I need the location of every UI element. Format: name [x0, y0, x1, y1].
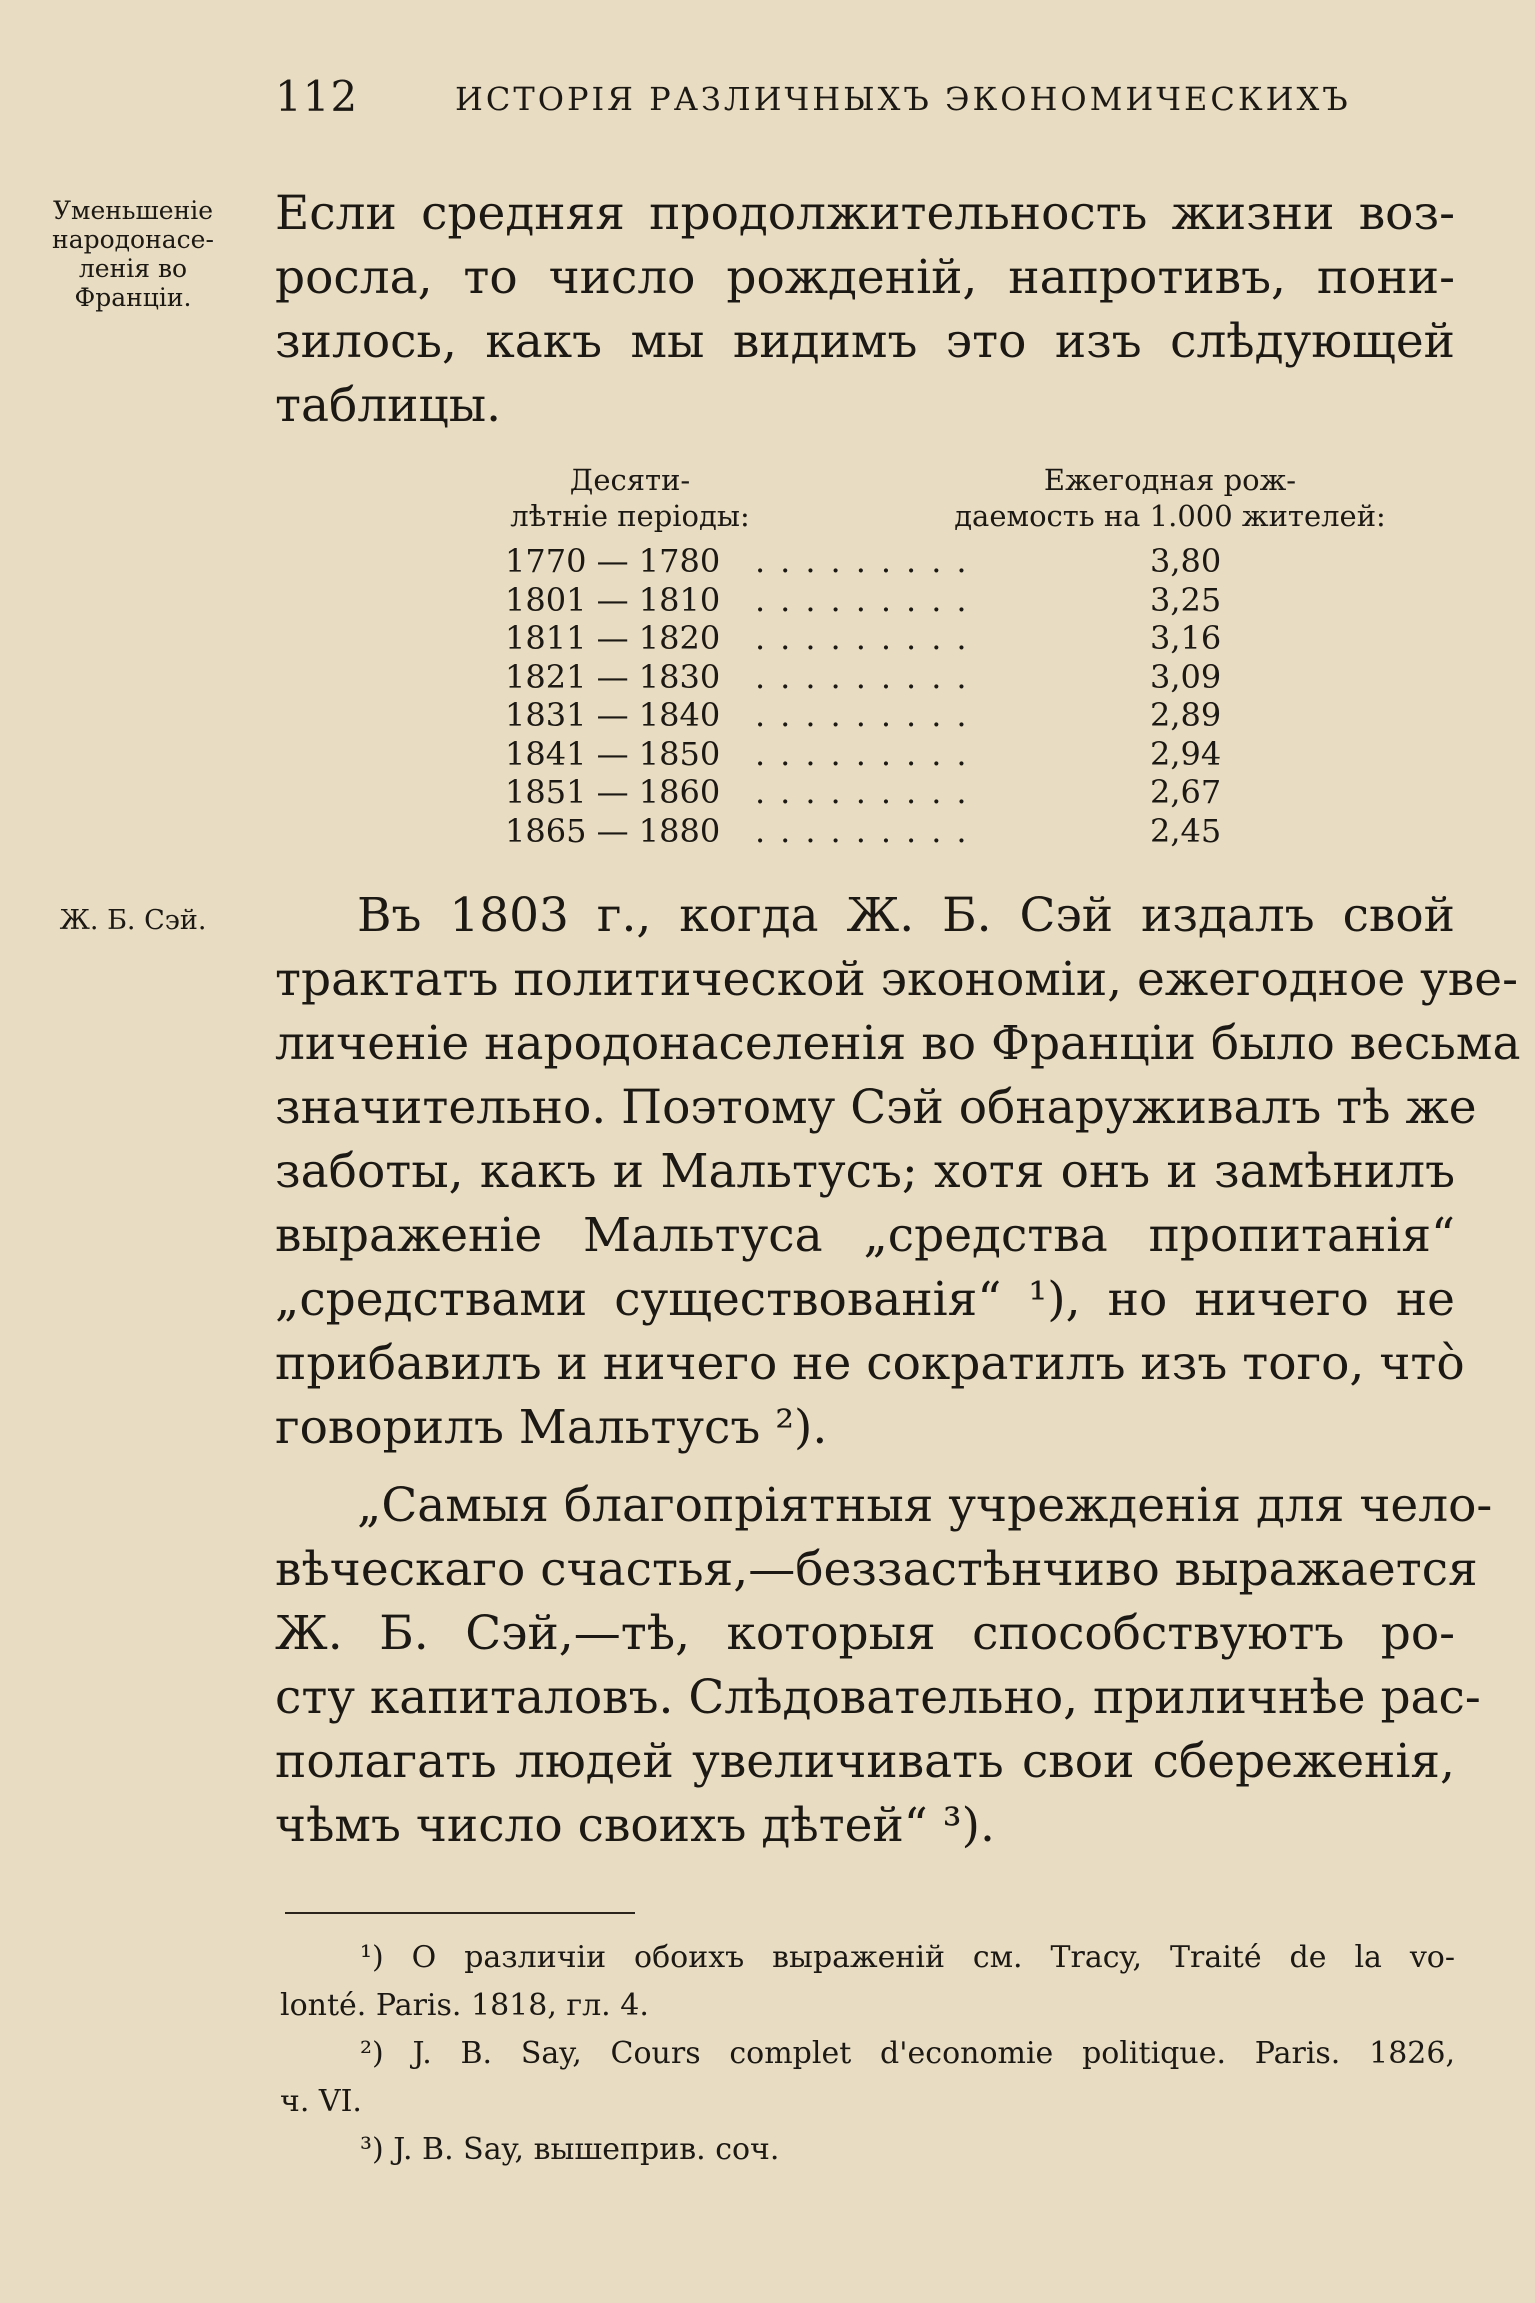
- text-line: выраженіе Мальтуса „средства пропитанія“: [275, 1208, 1455, 1263]
- rate-cell: 2,45: [1150, 811, 1222, 850]
- paragraph-quote: [275, 1474, 1493, 1858]
- text-line: говорилъ Мальтусъ ²).: [275, 1400, 828, 1455]
- period-cell: 1801 — 1810: [505, 580, 721, 619]
- paragraph-say: [275, 884, 1521, 1460]
- margin-note-population-decrease: [18, 196, 248, 312]
- text-line: прибавилъ и ничего не сократилъ изъ того, что̀: [275, 1336, 1465, 1391]
- text-line: полагать людей увеличивать свои сбереженія,: [275, 1734, 1455, 1789]
- period-cell: 1811 — 1820: [505, 619, 721, 657]
- footnote-line: ¹) О различіи обоихъ выраженій см. Tracy, Traité de la vo-: [360, 1940, 1455, 1975]
- rate-cell: 2,67: [1150, 773, 1222, 811]
- table-row: [505, 696, 1225, 735]
- footnote-line: ч. VI.: [280, 2084, 362, 2119]
- period-cell: 1841 — 1850: [505, 734, 721, 773]
- leader-dots: .........: [755, 773, 982, 811]
- footnote-1: [280, 1934, 1455, 2030]
- margin-note-line: Ж. Б. Сэй.: [59, 905, 207, 936]
- leader-dots: .........: [755, 657, 982, 696]
- table-header-birthrate: [920, 462, 1420, 534]
- footnote-rule: [285, 1912, 635, 1914]
- text-line: трактатъ политической экономіи, ежегодное уве-: [275, 952, 1518, 1007]
- footnote-line: ²) J. B. Say, Cours complet d'economie politique. Paris. 1826,: [360, 2036, 1455, 2071]
- table-row: [505, 812, 1225, 851]
- leader-dots: .........: [755, 580, 982, 619]
- text-line: вѣческаго счастья,—беззастѣнчиво выражается: [275, 1542, 1478, 1597]
- table-header-line: даемость на 1.000 жителей:: [954, 499, 1386, 533]
- margin-note-line: Франціи.: [74, 283, 192, 312]
- period-cell: 1831 — 1840: [505, 696, 721, 734]
- table-row: [505, 735, 1225, 774]
- margin-note-line: Уменьшеніе: [52, 196, 214, 225]
- running-head: ИСТОРІЯ РАЗЛИЧНЫХЪ ЭКОНОМИЧЕСКИХЪ: [455, 80, 1351, 118]
- page-number: 112: [275, 72, 359, 121]
- text-line: „средствами существованія“ ¹), но ничего не: [275, 1272, 1455, 1327]
- margin-note-line: народонасе-: [52, 225, 214, 254]
- text-line: сту капиталовъ. Слѣдовательно, приличнѣе рас-: [275, 1670, 1481, 1725]
- period-cell: 1821 — 1830: [505, 657, 721, 696]
- footnote-3: [290, 2126, 1455, 2174]
- rate-cell: 3,16: [1150, 619, 1222, 657]
- text-line: росла, то число рожденій, напротивъ, пони-: [275, 250, 1455, 305]
- rate-cell: 3,25: [1150, 580, 1222, 619]
- period-cell: 1851 — 1860: [505, 773, 721, 811]
- text-line: зилось, какъ мы видимъ это изъ слѣдующей: [275, 314, 1455, 369]
- footnote-2: [280, 2030, 1455, 2126]
- margin-note-say: [18, 906, 248, 935]
- paragraph-intro: [275, 182, 1455, 438]
- leader-dots: .........: [755, 811, 982, 850]
- table-header-periods: [460, 462, 800, 534]
- rate-cell: 2,89: [1150, 696, 1222, 734]
- birthrate-table: [505, 542, 1225, 850]
- leader-dots: .........: [755, 734, 982, 773]
- text-line: чѣмъ число своихъ дѣтей“ ³).: [275, 1798, 995, 1853]
- period-cell: 1865 — 1880: [505, 811, 721, 850]
- margin-note-line: ленія во: [78, 254, 188, 283]
- text-line: Въ 1803 г., когда Ж. Б. Сэй издалъ свой: [357, 888, 1455, 943]
- footnote-line: lonté. Paris. 1818, гл. 4.: [280, 1988, 649, 2023]
- text-line: Если средняя продолжительность жизни воз-: [275, 186, 1455, 241]
- table-row: [505, 542, 1225, 581]
- text-line: заботы, какъ и Мальтусъ; хотя онъ и замѣнилъ: [275, 1144, 1455, 1199]
- text-line: Ж. Б. Сэй,—тѣ, которыя способствуютъ ро-: [275, 1606, 1455, 1661]
- period-cell: 1770 — 1780: [505, 542, 721, 580]
- text-line: личеніе народонаселенія во Франціи было весьма: [275, 1016, 1521, 1071]
- table-row: [505, 773, 1225, 812]
- table-header-line: Десяти-: [569, 463, 691, 497]
- leader-dots: .........: [755, 696, 982, 734]
- text-line: „Самыя благопріятныя учрежденія для чело-: [357, 1478, 1493, 1533]
- table-header-line: Ежегодная рож-: [1043, 463, 1297, 497]
- text-line: значительно. Поэтому Сэй обнаруживалъ тѣ же: [275, 1080, 1477, 1135]
- table-row: [505, 581, 1225, 620]
- rate-cell: 2,94: [1150, 734, 1222, 773]
- table-row: [505, 619, 1225, 658]
- rate-cell: 3,09: [1150, 657, 1222, 696]
- leader-dots: .........: [755, 542, 982, 580]
- table-header-line: лѣтніе періоды:: [510, 499, 750, 533]
- rate-cell: 3,80: [1150, 542, 1222, 580]
- text-line: таблицы.: [275, 378, 502, 433]
- table-row: [505, 658, 1225, 697]
- page-header: [275, 72, 1450, 132]
- footnote-line: ³) J. B. Say, вышеприв. соч.: [360, 2132, 780, 2167]
- leader-dots: .........: [755, 619, 982, 657]
